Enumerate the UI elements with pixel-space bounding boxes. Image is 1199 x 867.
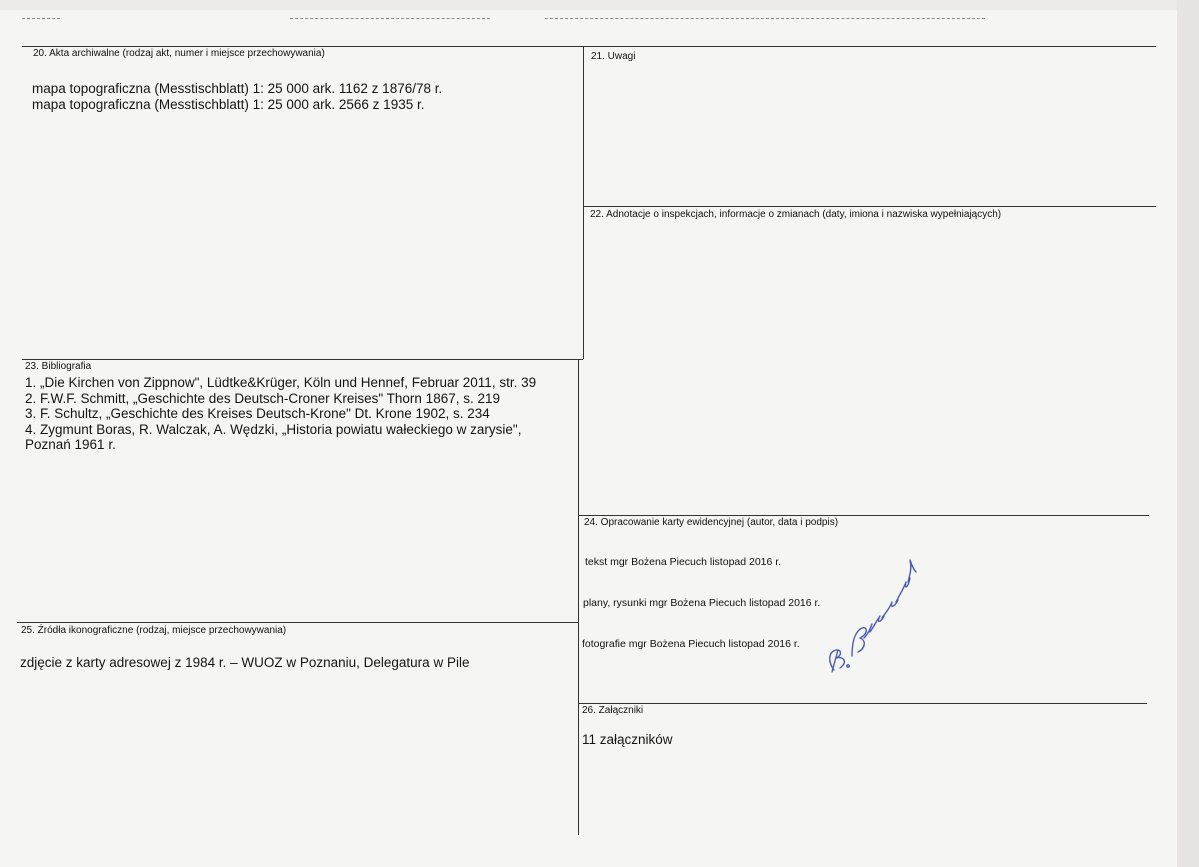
bibliography-list <box>25 375 536 453</box>
scan-edge-right <box>1177 0 1199 867</box>
plans-author-line: plany, rysunki mgr Bożena Piecuch listopad 2016 r. <box>583 597 821 609</box>
photos-author-line: fotografie mgr Bożena Piecuch listopad 2016 r. <box>582 638 800 650</box>
divider-22-24 <box>578 515 1149 516</box>
section-22-label: 22. Adnotacje o inspekcjach, informacje o zmianach (daty, imiona i nazwiska wypełniających) <box>590 209 1002 220</box>
section-23-label: 23. Bibliografia <box>25 361 92 372</box>
scan-edge-top <box>0 0 1199 10</box>
bibliography-item: 1. „Die Kirchen von Zippnow", Lüdtke&Krüger, Köln und Hennef, Februar 2011, str. 39 <box>25 375 537 390</box>
top-border <box>22 46 1156 47</box>
column-divider-upper <box>583 46 584 359</box>
top-dash-mark <box>22 18 60 19</box>
top-dash-mark <box>290 18 490 19</box>
archive-record-line: mapa topograficzna (Messtischblatt) 1: 25 000 ark. 2566 z 1935 r. <box>32 96 425 112</box>
archive-record-line: mapa topograficzna (Messtischblatt) 1: 25 000 ark. 1162 z 1876/78 r. <box>32 81 443 96</box>
text-author-line: tekst mgr Bożena Piecuch listopad 2016 r. <box>585 556 782 568</box>
bibliography-item: 4. Zygmunt Boras, R. Walczak, A. Wędzki, „Historia powiatu wałeckiego w zarysie", <box>25 421 522 437</box>
divider-21-22 <box>583 206 1156 207</box>
bibliography-item: Poznań 1961 r. <box>25 437 116 452</box>
section-20-content <box>32 81 442 112</box>
divider-23-25 <box>17 622 578 623</box>
section-25-label: 25. Źródła ikonograficzne (rodzaj, miejsce przechowywania) <box>21 625 287 636</box>
handwritten-signature <box>818 552 918 682</box>
bibliography-item: 2. F.W.F. Schmitt, „Geschichte des Deutsch-Croner Kreises" Thorn 1867, s. 219 <box>25 390 500 406</box>
divider-20-23 <box>22 359 583 360</box>
top-dash-mark <box>545 18 985 19</box>
section-24-label: 24. Opracowanie karty ewidencyjnej (autor, data i podpis) <box>584 517 839 528</box>
attachments-count: 11 załączników <box>582 732 673 747</box>
section-20-label: 20. Akta archiwalne (rodzaj akt, numer i miejsce przechowywania) <box>33 48 325 59</box>
bibliography-item: 3. F. Schultz, „Geschichte des Kreises Deutsch-Krone" Dt. Krone 1902, s. 234 <box>25 406 490 421</box>
iconographic-source-line: zdjęcie z karty adresowej z 1984 r. – WUOZ w Poznaniu, Delegatura w Pile <box>20 655 470 670</box>
section-21-label: 21. Uwagi <box>591 51 636 62</box>
column-divider-lower <box>578 359 579 835</box>
section-26-label: 26. Załączniki <box>582 705 644 716</box>
divider-24-26 <box>578 703 1147 704</box>
